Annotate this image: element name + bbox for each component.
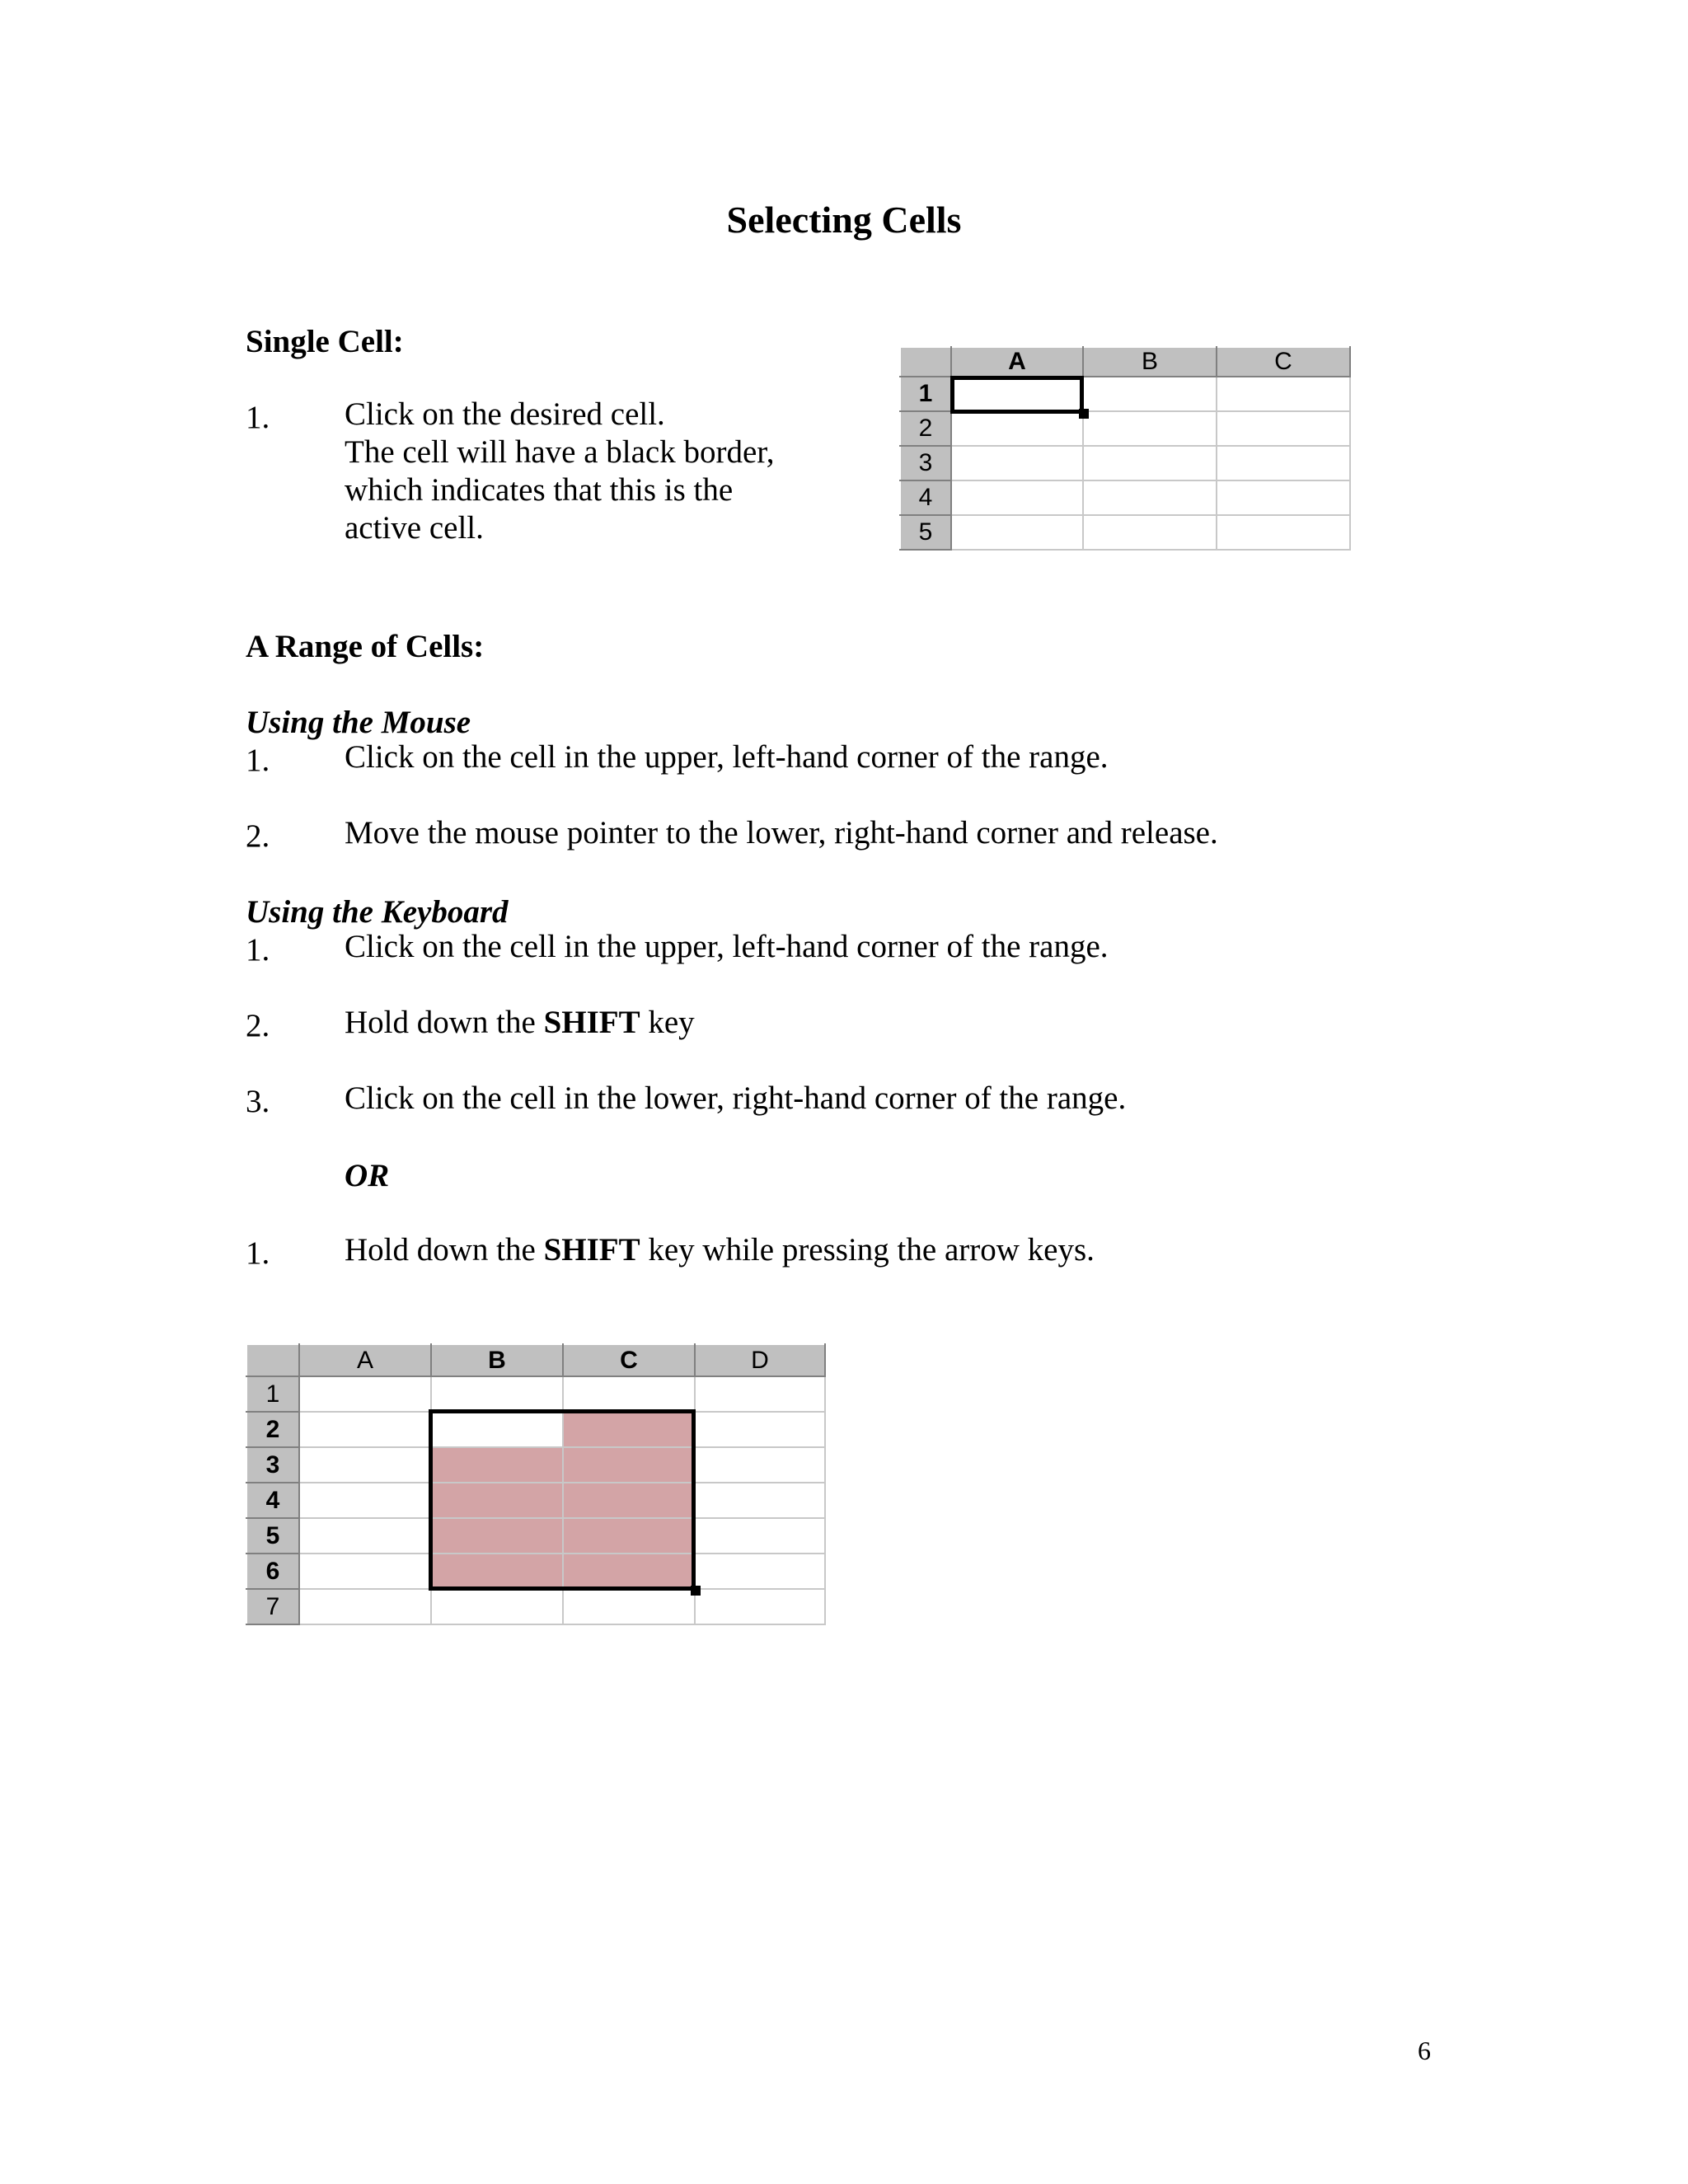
sheet2-cell bbox=[695, 1376, 825, 1412]
alt-step-1-number: 1. bbox=[246, 1235, 270, 1271]
single-cell-line-3: which indicates that this is the bbox=[345, 472, 734, 508]
keyboard-step-2-number: 2. bbox=[246, 1008, 270, 1043]
sheet2-cell bbox=[299, 1483, 431, 1518]
single-cell-heading: Single Cell: bbox=[246, 324, 404, 359]
keyboard-step-2-text bbox=[345, 1004, 695, 1042]
sheet2-row-header-4: 4 bbox=[246, 1483, 299, 1518]
cell-c2 bbox=[1217, 411, 1350, 446]
single-cell-step-number: 1. bbox=[246, 400, 270, 435]
keyboard-step-3-text: Click on the cell in the lower, right-hand corner of the range. bbox=[345, 1080, 1127, 1116]
shift-key-label: SHIFT bbox=[543, 1005, 640, 1040]
sheet2-row-header-2: 2 bbox=[246, 1412, 299, 1447]
sheet2-cell bbox=[299, 1447, 431, 1483]
mouse-step-1-text: Click on the cell in the upper, left-hand corner of the range. bbox=[345, 739, 1109, 775]
cell-a5 bbox=[951, 515, 1083, 550]
sheet2-cell bbox=[563, 1376, 695, 1412]
cell-c4 bbox=[1217, 480, 1350, 515]
sheet2-column-header-b: B bbox=[431, 1344, 563, 1376]
single-cell-spreadsheet-image bbox=[899, 346, 1349, 559]
cell-b3 bbox=[1083, 446, 1217, 480]
range-heading: A Range of Cells: bbox=[246, 629, 485, 664]
mouse-step-2-text: Move the mouse pointer to the lower, right-hand corner and release. bbox=[345, 815, 1218, 851]
keyboard-step-2-pre: Hold down the bbox=[345, 1005, 544, 1040]
sheet-corner bbox=[900, 347, 951, 377]
selected-range-border bbox=[429, 1409, 696, 1591]
sheet2-corner bbox=[246, 1344, 299, 1376]
cell-c1 bbox=[1217, 377, 1350, 411]
single-cell-step-text bbox=[345, 396, 774, 547]
sheet2-column-header-d: D bbox=[695, 1344, 825, 1376]
sheet2-cell bbox=[299, 1412, 431, 1447]
active-cell-border bbox=[950, 376, 1084, 414]
sheet2-cell bbox=[563, 1589, 695, 1624]
sheet2-cell bbox=[695, 1518, 825, 1554]
row-header-2: 2 bbox=[900, 411, 951, 446]
sheet2-cell bbox=[299, 1589, 431, 1624]
single-cell-line-2: The cell will have a black border, bbox=[345, 434, 775, 470]
sheet2-column-header-a: A bbox=[299, 1344, 431, 1376]
cell-b4 bbox=[1083, 480, 1217, 515]
keyboard-step-1-number: 1. bbox=[246, 932, 270, 968]
shift-key-label-2: SHIFT bbox=[543, 1232, 640, 1268]
sheet2-row-header-1: 1 bbox=[246, 1376, 299, 1412]
cell-c3 bbox=[1217, 446, 1350, 480]
page-number: 6 bbox=[1418, 2036, 1431, 2065]
cell-a2 bbox=[951, 411, 1083, 446]
mouse-step-2-number: 2. bbox=[246, 818, 270, 854]
single-cell-line-4: active cell. bbox=[345, 510, 484, 546]
row-header-5: 5 bbox=[900, 515, 951, 550]
sheet2-row-header-3: 3 bbox=[246, 1447, 299, 1483]
cell-b5 bbox=[1083, 515, 1217, 550]
or-label: OR bbox=[345, 1158, 390, 1193]
cell-a3 bbox=[951, 446, 1083, 480]
page-title: Selecting Cells bbox=[726, 199, 962, 241]
column-header-b: B bbox=[1083, 347, 1217, 377]
using-mouse-subheading: Using the Mouse bbox=[246, 705, 471, 740]
column-header-c: C bbox=[1217, 347, 1350, 377]
row-header-1: 1 bbox=[900, 377, 951, 411]
mouse-step-1-number: 1. bbox=[246, 743, 270, 778]
sheet2-cell bbox=[695, 1447, 825, 1483]
sheet2-cell bbox=[431, 1589, 563, 1624]
using-keyboard-subheading: Using the Keyboard bbox=[246, 894, 509, 930]
keyboard-step-2-post: key bbox=[640, 1005, 695, 1040]
fill-handle bbox=[1079, 409, 1089, 419]
range-fill-handle bbox=[691, 1586, 701, 1596]
sheet2-cell bbox=[299, 1518, 431, 1554]
column-header-a: A bbox=[951, 347, 1083, 377]
sheet2-cell bbox=[299, 1554, 431, 1589]
cell-b2 bbox=[1083, 411, 1217, 446]
range-spreadsheet-image bbox=[246, 1343, 824, 1628]
sheet2-cell bbox=[431, 1376, 563, 1412]
alt-step-1-text bbox=[345, 1231, 1095, 1269]
single-cell-line-1: Click on the desired cell. bbox=[345, 396, 665, 432]
keyboard-step-1-text: Click on the cell in the upper, left-hand corner of the range. bbox=[345, 929, 1109, 964]
cell-b1 bbox=[1083, 377, 1217, 411]
sheet2-cell bbox=[695, 1589, 825, 1624]
sheet2-row-header-5: 5 bbox=[246, 1518, 299, 1554]
row-header-3: 3 bbox=[900, 446, 951, 480]
cell-a4 bbox=[951, 480, 1083, 515]
sheet2-column-header-c: C bbox=[563, 1344, 695, 1376]
cell-c5 bbox=[1217, 515, 1350, 550]
alt-step-1-pre: Hold down the bbox=[345, 1232, 544, 1268]
sheet2-cell bbox=[695, 1483, 825, 1518]
sheet2-cell bbox=[695, 1554, 825, 1589]
sheet2-cell bbox=[695, 1412, 825, 1447]
alt-step-1-post: key while pressing the arrow keys. bbox=[640, 1232, 1095, 1268]
sheet2-row-header-6: 6 bbox=[246, 1554, 299, 1589]
sheet2-cell bbox=[299, 1376, 431, 1412]
row-header-4: 4 bbox=[900, 480, 951, 515]
sheet2-row-header-7: 7 bbox=[246, 1589, 299, 1624]
keyboard-step-3-number: 3. bbox=[246, 1084, 270, 1119]
